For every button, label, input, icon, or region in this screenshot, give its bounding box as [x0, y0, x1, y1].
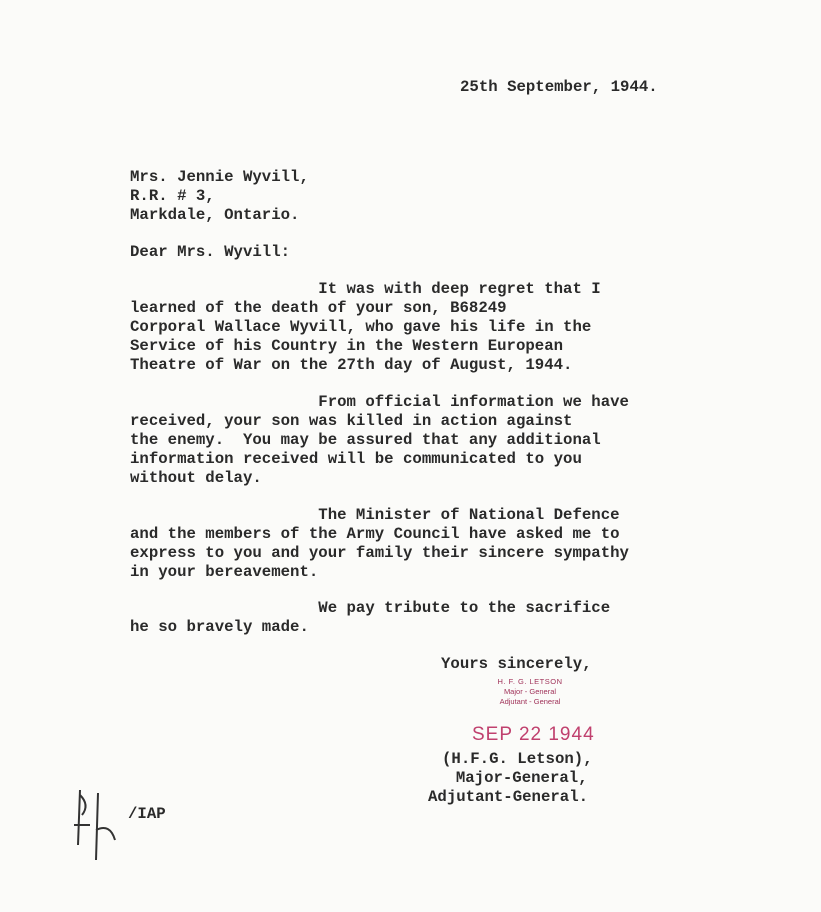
text-line: the enemy. You may be assured that any additional	[130, 431, 601, 449]
text-line: without delay.	[130, 469, 262, 487]
signature-line: (H.F.G. Letson),	[442, 750, 593, 768]
text-line: learned of the death of your son, B68249	[130, 299, 507, 317]
stamp-line: Major - General	[503, 687, 557, 696]
recipient-address	[130, 168, 309, 225]
stamp-line: H. F. G. LETSON	[497, 677, 563, 686]
text-line: We pay tribute to the sacrifice	[130, 599, 611, 617]
stamp-line: Adjutant - General	[499, 697, 561, 706]
text-line: express to you and your family their sincere sympathy	[130, 544, 629, 562]
paragraph-3	[130, 506, 629, 582]
reference-initials: /IAP	[128, 805, 166, 823]
text-line: Service of his Country in the Western European	[130, 337, 564, 355]
address-line: Markdale, Ontario.	[130, 206, 300, 224]
text-line: It was with deep regret that I	[130, 280, 601, 298]
handwritten-initials-icon	[70, 785, 120, 875]
received-date-stamp: SEP 22 1944	[472, 724, 595, 745]
paragraph-4	[130, 599, 610, 637]
letter-date: 25th September, 1944.	[460, 78, 658, 96]
salutation: Dear Mrs. Wyvill:	[130, 243, 291, 261]
address-line: Mrs. Jennie Wyvill,	[130, 168, 309, 186]
text-line: and the members of the Army Council have asked me to	[130, 525, 620, 543]
signature-stamp	[470, 677, 590, 707]
text-line: Theatre of War on the 27th day of August, 1944.	[130, 356, 573, 374]
closing: Yours sincerely,	[441, 655, 592, 673]
signature-line: Major-General,	[437, 769, 588, 787]
text-line: From official information we have	[130, 393, 629, 411]
text-line: in your bereavement.	[130, 563, 319, 581]
signature-block	[428, 750, 593, 807]
signature-line: Adjutant-General.	[428, 788, 589, 806]
paragraph-2	[130, 393, 629, 488]
text-line: The Minister of National Defence	[130, 506, 620, 524]
paragraph-1	[130, 280, 601, 375]
text-line: information received will be communicated to you	[130, 450, 582, 468]
text-line: received, your son was killed in action against	[130, 412, 573, 430]
text-line: he so bravely made.	[130, 618, 309, 636]
address-line: R.R. # 3,	[130, 187, 215, 205]
text-line: Corporal Wallace Wyvill, who gave his life in the	[130, 318, 592, 336]
